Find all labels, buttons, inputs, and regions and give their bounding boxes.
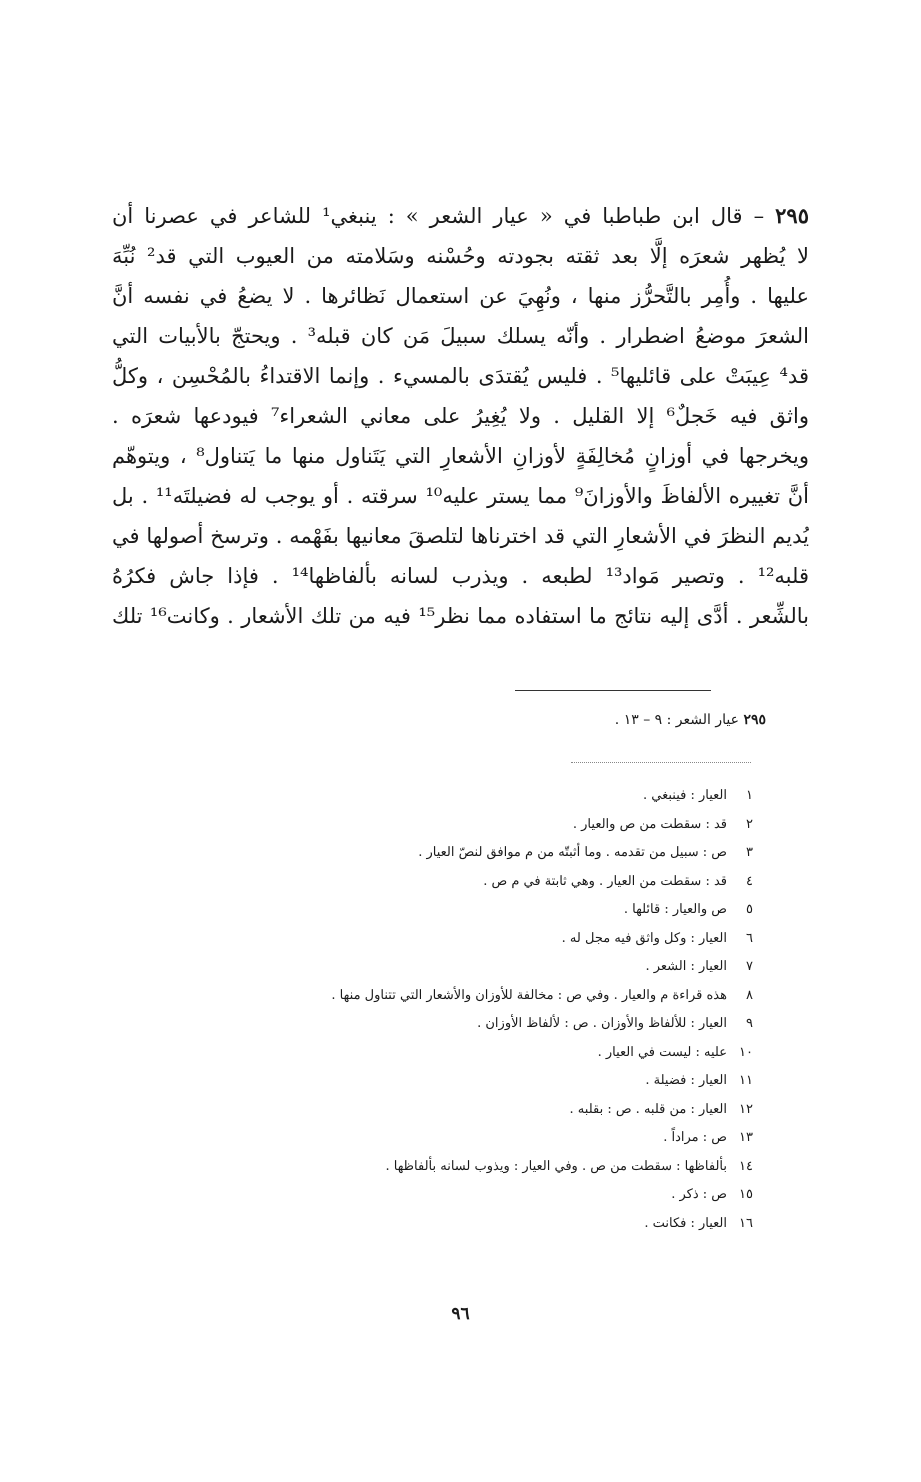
main-line-7: ويخرجها في أوزانٍ مُخالِفَةٍ لأوزانِ الأشعارِ التي يَتَناول منها ما يَتناول⁸ ، ويتوهّم [112, 444, 809, 468]
source-text: عيار الشعر : ٩ – ١٣ . [614, 712, 739, 728]
footnote: ١٥ص : ذكر . [671, 1187, 753, 1202]
footnote: ٨هذه قراءة م والعيار . وفي ص : مخالفة للأوزان والأشعار التي تتناول منها . [331, 987, 753, 1003]
footnote: ٦العيار : وكل واثق فيه مجل له . [561, 930, 753, 946]
main-line-9: يُديم النظرَ في الأشعارِ التي قد اخترناها لتلصقَ معانيها بفَهْمه . وترسخ أصولها في [112, 524, 809, 548]
main-line-4: الشعرَ موضعُ اضطرار . وأنّه يسلك سبيلَ مَن كان قبله³ . ويحتجّ بالأبيات التي [112, 324, 809, 348]
footnote: ٣ص : سبيل من تقدمه . وما أثبتّه من م موافق لنصّ العيار . [418, 845, 753, 860]
footnote: ١١العيار : فضيلة . [645, 1073, 753, 1088]
main-line-3: عليها . وأُمِر بالتَّحرُّز منها ، ونُهِيَ عن استعمال نَظائرها . لا يضعُ في نفسه أنَّ [112, 284, 809, 308]
footnotes-list [153, 782, 753, 1238]
paragraph-number: ٢٩٥ [775, 203, 809, 228]
footnote: ٥ص والعيار : قائلها . [623, 902, 753, 917]
footnote: ١العيار : فينبغي . [642, 788, 753, 803]
footnote: ١٤بألفاظها : سقطت من ص . وفي العيار : ويذوب لسانه بألفاظها . [385, 1158, 753, 1174]
footnote: ١٠عليه : ليست في العيار . [597, 1044, 753, 1060]
footnote-divider [515, 690, 711, 691]
source-number: ٢٩٥ [743, 712, 766, 728]
main-line-1: ٢٩٥ – قال ابن طباطبا في « عيار الشعر » : ينبغي¹ للشاعر في عصرنا أن [112, 203, 809, 228]
footnote: ٢قد : سقطت من ص والعيار . [572, 816, 753, 832]
main-paragraph [112, 196, 809, 636]
footnote: ٤قد : سقطت من العيار . وهي ثابتة في م ص . [483, 873, 753, 889]
footnote: ١٦العيار : فكانت . [644, 1215, 753, 1231]
footnote: ٩العيار : للألفاظ والأوزان . ص : لألفاظ الأوزان . [477, 1016, 753, 1031]
footnote: ١٣ص : مراداً . [663, 1130, 753, 1145]
main-line-10: قلبه¹² . وتصير مَواد¹³ لطبعه . ويذرب لسانه بألفاظها¹⁴ . فإذا جاش فكرُهُ [112, 564, 809, 588]
footnote: ١٢العيار : من قلبه . ص : بقلبه . [569, 1101, 753, 1117]
footnote: ٧العيار : الشعر . [645, 959, 753, 974]
main-line-8: أنَّ تغييره الألفاظَ والأوزانَ⁹ مما يستر عليه¹⁰ سرقته . أو يوجب له فضيلتَه¹¹ . بل [112, 484, 809, 508]
page-number: ٩٦ [451, 1304, 470, 1324]
dotted-divider [571, 762, 751, 763]
main-line-6: واثق فيه خَجلٌ⁶ إلا القليل . ولا يُغِيرُ على معاني الشعراء⁷ فيودعها شعرَه . [112, 404, 809, 428]
main-line-11: بالشِّعر . أدَّى إليه نتائج ما استفاده مما نظر¹⁵ فيه من تلك الأشعار . وكانت¹⁶ تلك [112, 604, 809, 628]
source-reference [615, 712, 766, 728]
main-line-5: قد⁴ عِيبَتْ على قائليها⁵ . فليس يُقتدَى بالمسيء . وإنما الاقتداءُ بالمُحْسِن ، وكلُّ [112, 364, 809, 388]
main-line-2: لا يُظهر شعرَه إلَّا بعد ثقته بجودته وحُسْنه وسَلامته من العيوب التي قد² نُبِّهَ [112, 244, 809, 268]
